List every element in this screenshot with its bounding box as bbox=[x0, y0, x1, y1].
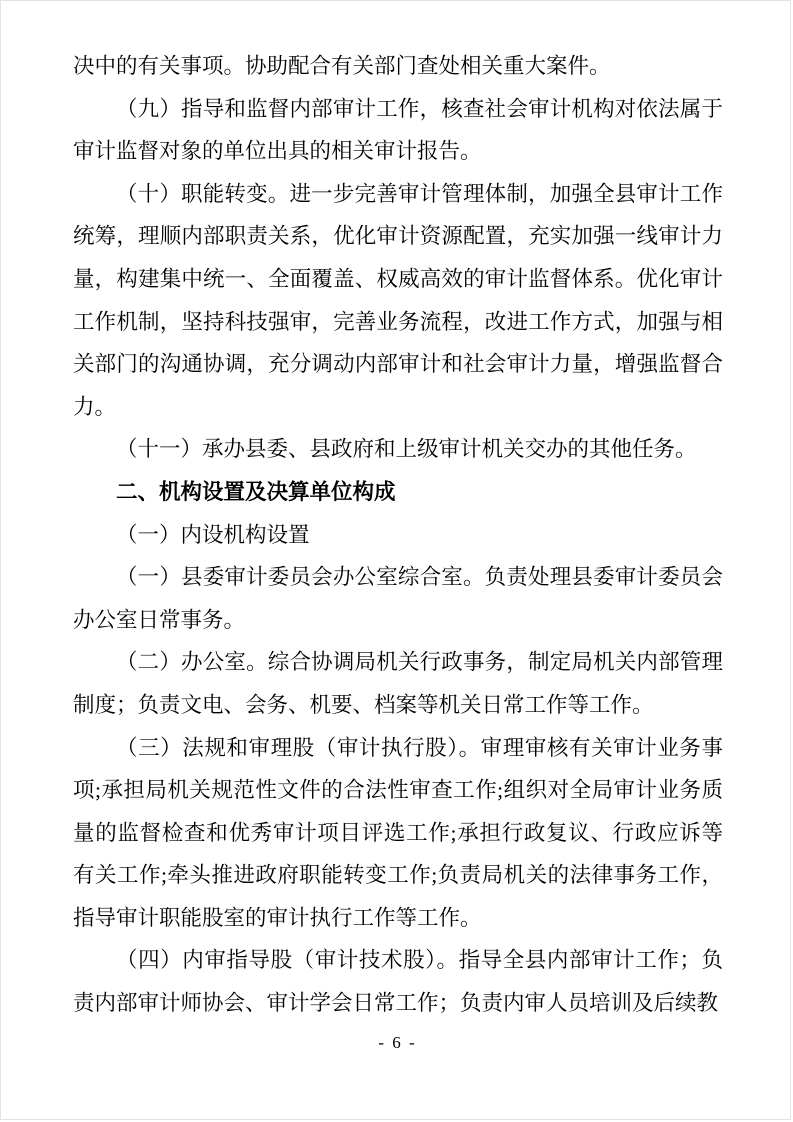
body-paragraph: （一）县委审计委员会办公室综合室。负责处理县委审计委员会办公室日常事务。 bbox=[73, 565, 723, 632]
section-heading: 二、机构设置及决算单位构成 bbox=[116, 479, 396, 504]
body-paragraph: （三）法规和审理股（审计执行股）。审理审核有关审计业务事项;承担局机关规范性文件的合法性审查工作;组织对全局审计业务质量的监督检查和优秀审计项目评选工作;承担行政复议、行政应诉等有关工作;牵头推进政府职能转变工作;负责局机关的法律事务工作，指导审计职能股室的审计执行工作等工作。 bbox=[73, 735, 723, 930]
body-paragraph: 决中的有关事项。协助配合有关部门查处相关重大案件。 bbox=[73, 54, 611, 78]
body-paragraph: （十一）承办县委、县政府和上级审计机关交办的其他任务。 bbox=[116, 437, 697, 462]
subsection-heading: （一）内设机构设置 bbox=[116, 522, 310, 547]
page-body bbox=[73, 45, 723, 1025]
body-paragraph: （九）指导和监督内部审计工作，核查社会审计机构对依法属于审计监督对象的单位出具的相关审计报告。 bbox=[73, 96, 723, 164]
body-paragraph: （二）办公室。综合协调局机关行政事务，制定局机关内部管理制度；负责文电、会务、机要、档案等机关日常工作等工作。 bbox=[73, 650, 723, 717]
body-paragraph: （十）职能转变。进一步完善审计管理体制，加强全县审计工作统筹，理顺内部职责关系，优化审计资源配置，充实加强一线审计力量，构建集中统一、全面覆盖、权威高效的审计监督体系。优化审计工作机制，坚持科技强审，完善业务流程，改进工作方式，加强与相关部门的沟通协调，充分调动内部审计和社会审计力量，增强监督合力。 bbox=[73, 181, 723, 419]
page-number: - 6 - bbox=[378, 1033, 417, 1052]
body-paragraph: （四）内审指导股（审计技术股）。指导全县内部审计工作；负责内部审计师协会、审计学会日常工作；负责内审人员培训及后续教 bbox=[73, 948, 723, 1016]
